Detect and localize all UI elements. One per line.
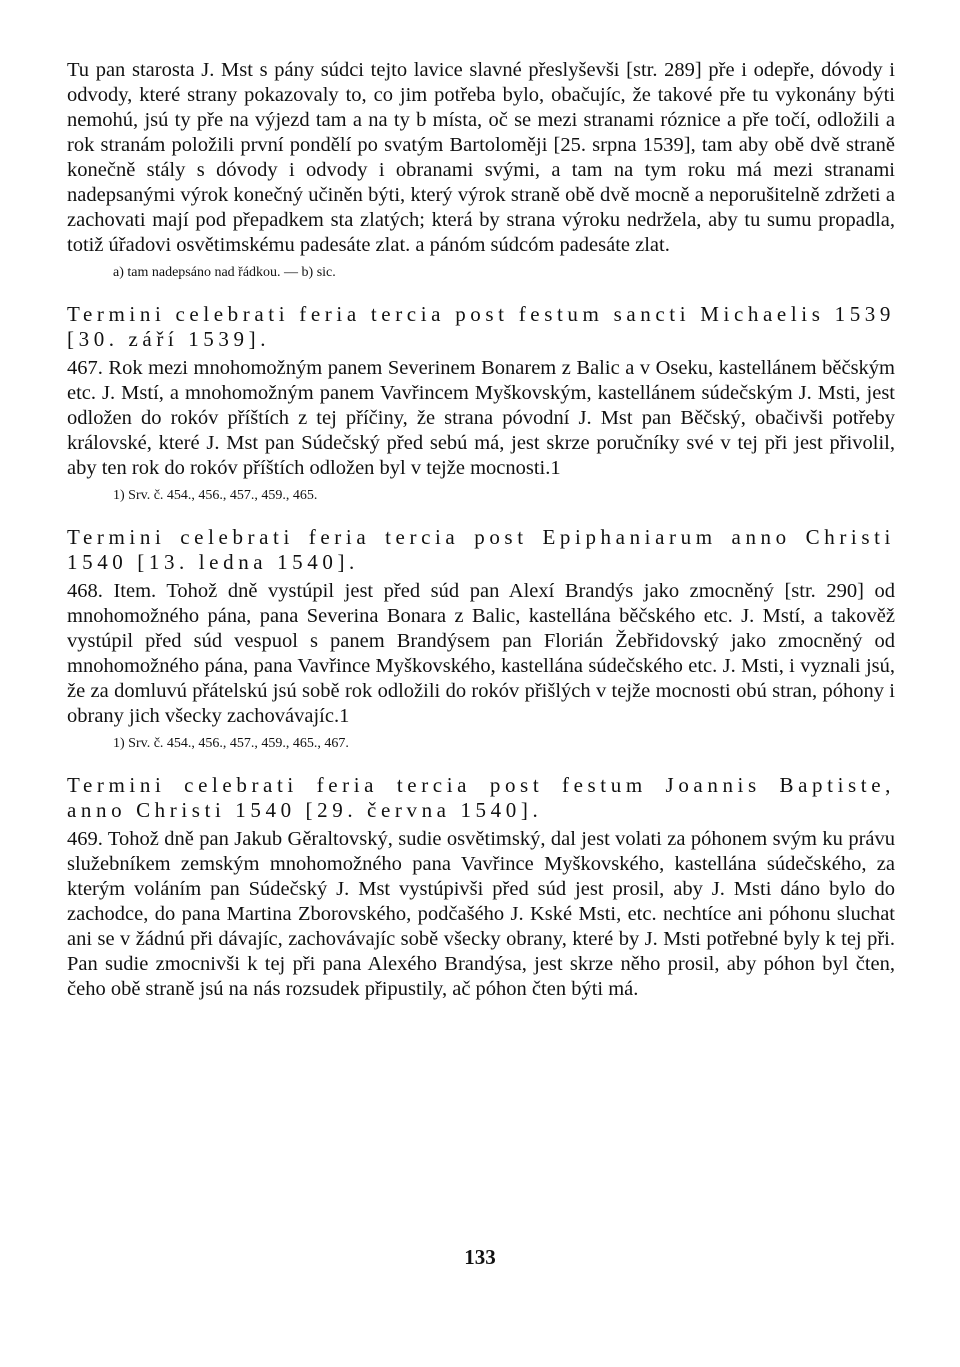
page-number: 133: [464, 1245, 496, 1269]
paragraph-intro: Tu pan starosta J. Mst s pány súdci tejto lavice slavné přeslyševši [str. 289] pře i odepře, dóvody i odvody, které strany pokazovaly to, co jim potřeba bylo, obačujíc, že takové pře tu vykonány býti nemohú, jsú ty pře na výjezd tam a na ty b místa, oč se mezi stranami róznice a pře točí, odložili a rok stranám položili první pondělí po svatým Bartoloměji [25. srpna 1539], tam aby obě dvě straně konečně stály s dóvody i odvody i obranami svými, a tam na tym roku má mezi stranami nadepsanými výrok konečný učiněn býti, který výrok straně obě dvě mocně a neporušitelně zdržeti a zachovati mají pod přepadkem sta zlatých; která by strana výroku nedržela, aby tu sumu propadla, totiž úřadovi osvětimskému padesáte zlat. a pánóm súdcóm padesáte zlat.: [67, 59, 895, 256]
section-heading-2: Termini celebrati feria tercia post Epiphaniarum anno Christi 1540 [13. ledna 1540].: [67, 525, 895, 574]
section-heading-3: Termini celebrati feria tercia post festum Joannis Baptiste, anno Christi 1540 [29. června 1540].: [67, 773, 895, 822]
footnote-467: 1) Srv. č. 454., 456., 457., 459., 465.: [113, 488, 318, 503]
paragraph-469: 469. Tohož dně pan Jakub Gěraltovský, sudie osvětimský, dal jest volati za póhonem svým ku právu služebníkem zemským mnohomožného pana Vavřince Myškovského, kastellána súdečského, za kterým voláním pan Súdečský J. Mst vystúpivši před súd jest prosil, aby J. Msti dáno bylo do zachodce, do pana Martina Zborovského, podčašého J. Kské Msti, etc. nechtíce ani póhonu sluchat ani se v žádnú při dávajíc, zachovávajíc sobě všecky obrany, které by J. Msti potřebné byly k tej při. Pan sudie zmocnivši k tej při pana Alexého Brandýsa, jest skrze něho prosil, aby póhon byl čten, čeho obě straně jsú na nás rozsudek připustily, ač póhon čten býti má.: [67, 828, 895, 1000]
section-heading-1: Termini celebrati feria tercia post festum sancti Michaelis 1539 [30. září 1539].: [67, 302, 895, 351]
footnote-intro: a) tam nadepsáno nad řádkou. — b) sic.: [113, 265, 336, 280]
document-page: [67, 58, 895, 1002]
footnote-468: 1) Srv. č. 454., 456., 457., 459., 465., 467.: [113, 736, 349, 751]
paragraph-467: 467. Rok mezi mnohomožným panem Severinem Bonarem z Balic a v Oseku, kastellánem běčským etc. J. Mstí, a mnohomožným panem Vavřincem Myškovským, kastellánem súdečským J. Msti, jest odložen do rokóv příštích z tej příčiny, že strana póvodní J. Mst pan Běčský, obačivši potřeby královské, které J. Mst pan Súdečský před sebú má, jest skrze poručníky své v tej při jest přivolil, aby ten rok do rokóv příštích odložen byl v tejže mocnosti.1: [67, 357, 895, 479]
paragraph-468: 468. Item. Tohož dně vystúpil jest před súd pan Alexí Brandýs jako zmocněný [str. 290] od mnohomožného pána, pana Severina Bonara z Balic, kastellána běčského etc. J. Mstí, a takověž vystúpil před súd vespuol s panem Brandýsem pan Florián Žebřidovský jako zmocněný od mnohomožného pána, pana Vavřince Myškovského, kastellána súdečského etc. J. Msti, i vyznali jsú, že za domluvú přátelskú jsú sobě rok odložili do rokóv přišlých v tejže mocnosti obú stran, póhony i obrany jich všecky zachovávajíc.1: [67, 580, 895, 727]
